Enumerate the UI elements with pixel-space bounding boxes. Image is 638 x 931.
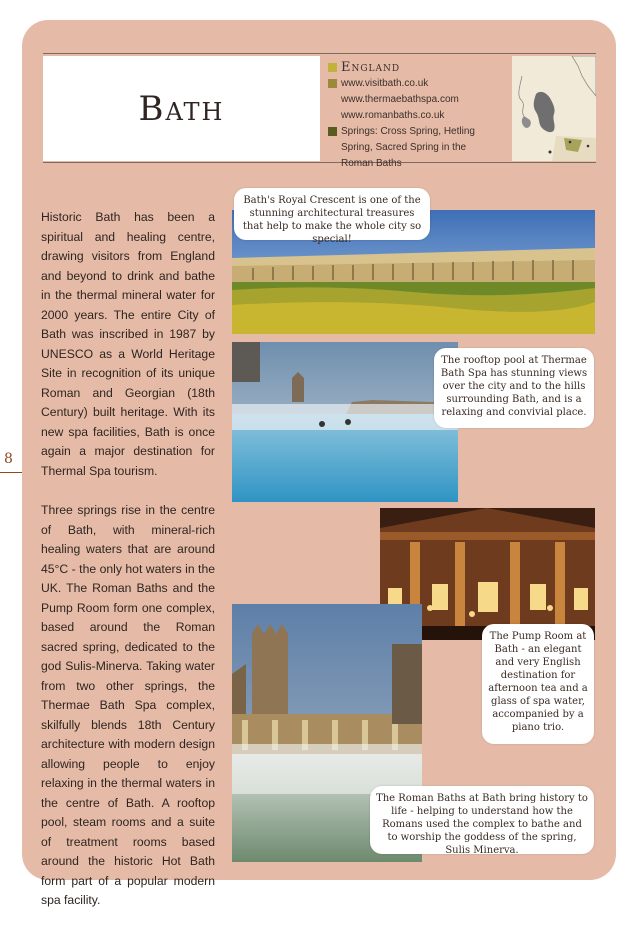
website-link[interactable]: www.romanbaths.co.uk — [341, 110, 445, 121]
country-label: England — [341, 60, 401, 75]
body-paragraph: Three springs rise in the centre of Bath, with mineral-rich healing waters that are around 45°C - the only hot waters in the UK. The Roman Baths and the Pump Room form one complex, based around the Roman sacred spring, dedicated to the god Sulis-Minerva. Taking water from two other springs, the Thermae Bath Spa complex, skilfully blends 18th Century architecture with modern design allowing people to enjoy relaxing in the thermal waters in the centre of Bath. A rooftop pool, steam rooms and a suite of treatment rooms based around the historic Hot Bath form part of a popular modern spa facility. — [41, 503, 215, 907]
photo-caption — [434, 348, 594, 428]
country-row — [328, 60, 508, 76]
europe-map-icon — [512, 56, 596, 161]
website-link[interactable]: www.thermaebathspa.com — [341, 94, 459, 105]
title-box — [43, 56, 320, 161]
page-number-rule — [0, 472, 22, 473]
springs-text: Roman Baths — [341, 158, 402, 169]
locator-map — [512, 56, 596, 161]
header-top-rule — [43, 53, 596, 54]
page-title: Bath — [138, 88, 225, 129]
springs-marker-icon — [328, 127, 337, 136]
springs-text: Spring, Sacred Spring in the — [341, 142, 467, 153]
header-bottom-rule — [43, 162, 596, 163]
springs-text: Springs: Cross Spring, Hetling — [341, 126, 475, 137]
caption-text: Bath's Royal Crescent is one of the stunning architectural treasures that help to make the whole city so special! — [242, 195, 422, 245]
photo-caption — [370, 786, 594, 854]
springs-row — [328, 124, 508, 172]
caption-text: The Pump Room at Bath - an elegant and very English destination for afternoon tea and a glass of spa water, accompanied by a piano trio. — [488, 631, 588, 733]
page-number: 8 — [4, 451, 13, 467]
country-marker-icon — [328, 63, 337, 72]
body-paragraph: Historic Bath has been a spiritual and healing centre, drawing visitors from England and beyond to drink and bathe in the thermal mineral water for 2000 years. The entire City of Bath was inscribed in 1987 by UNESCO as a World Heritage Site in recognition of its unique Roman and Georgian (18th Century) built heritage. With its new spa facilities, Bath is once again a major destination for Thermal Spa tourism. — [41, 210, 215, 478]
article-body — [41, 208, 215, 931]
websites-marker-icon — [328, 79, 337, 88]
photo-caption — [234, 188, 430, 245]
photo-caption — [482, 624, 594, 744]
rooftop-pool-photo — [232, 342, 458, 502]
info-block — [328, 60, 508, 172]
caption-text: The rooftop pool at Thermae Bath Spa has stunning views over the city and to the hills surrounding Bath, and is a relaxing and convivial place. — [440, 355, 588, 418]
caption-text: The Roman Baths at Bath bring history to life - helping to understand how the Romans used the complex to bathe and to worship the goddess of the spring, Sulis Minerva. — [376, 793, 588, 856]
website-link[interactable]: www.visitbath.co.uk — [341, 78, 429, 89]
websites-row — [328, 76, 508, 124]
